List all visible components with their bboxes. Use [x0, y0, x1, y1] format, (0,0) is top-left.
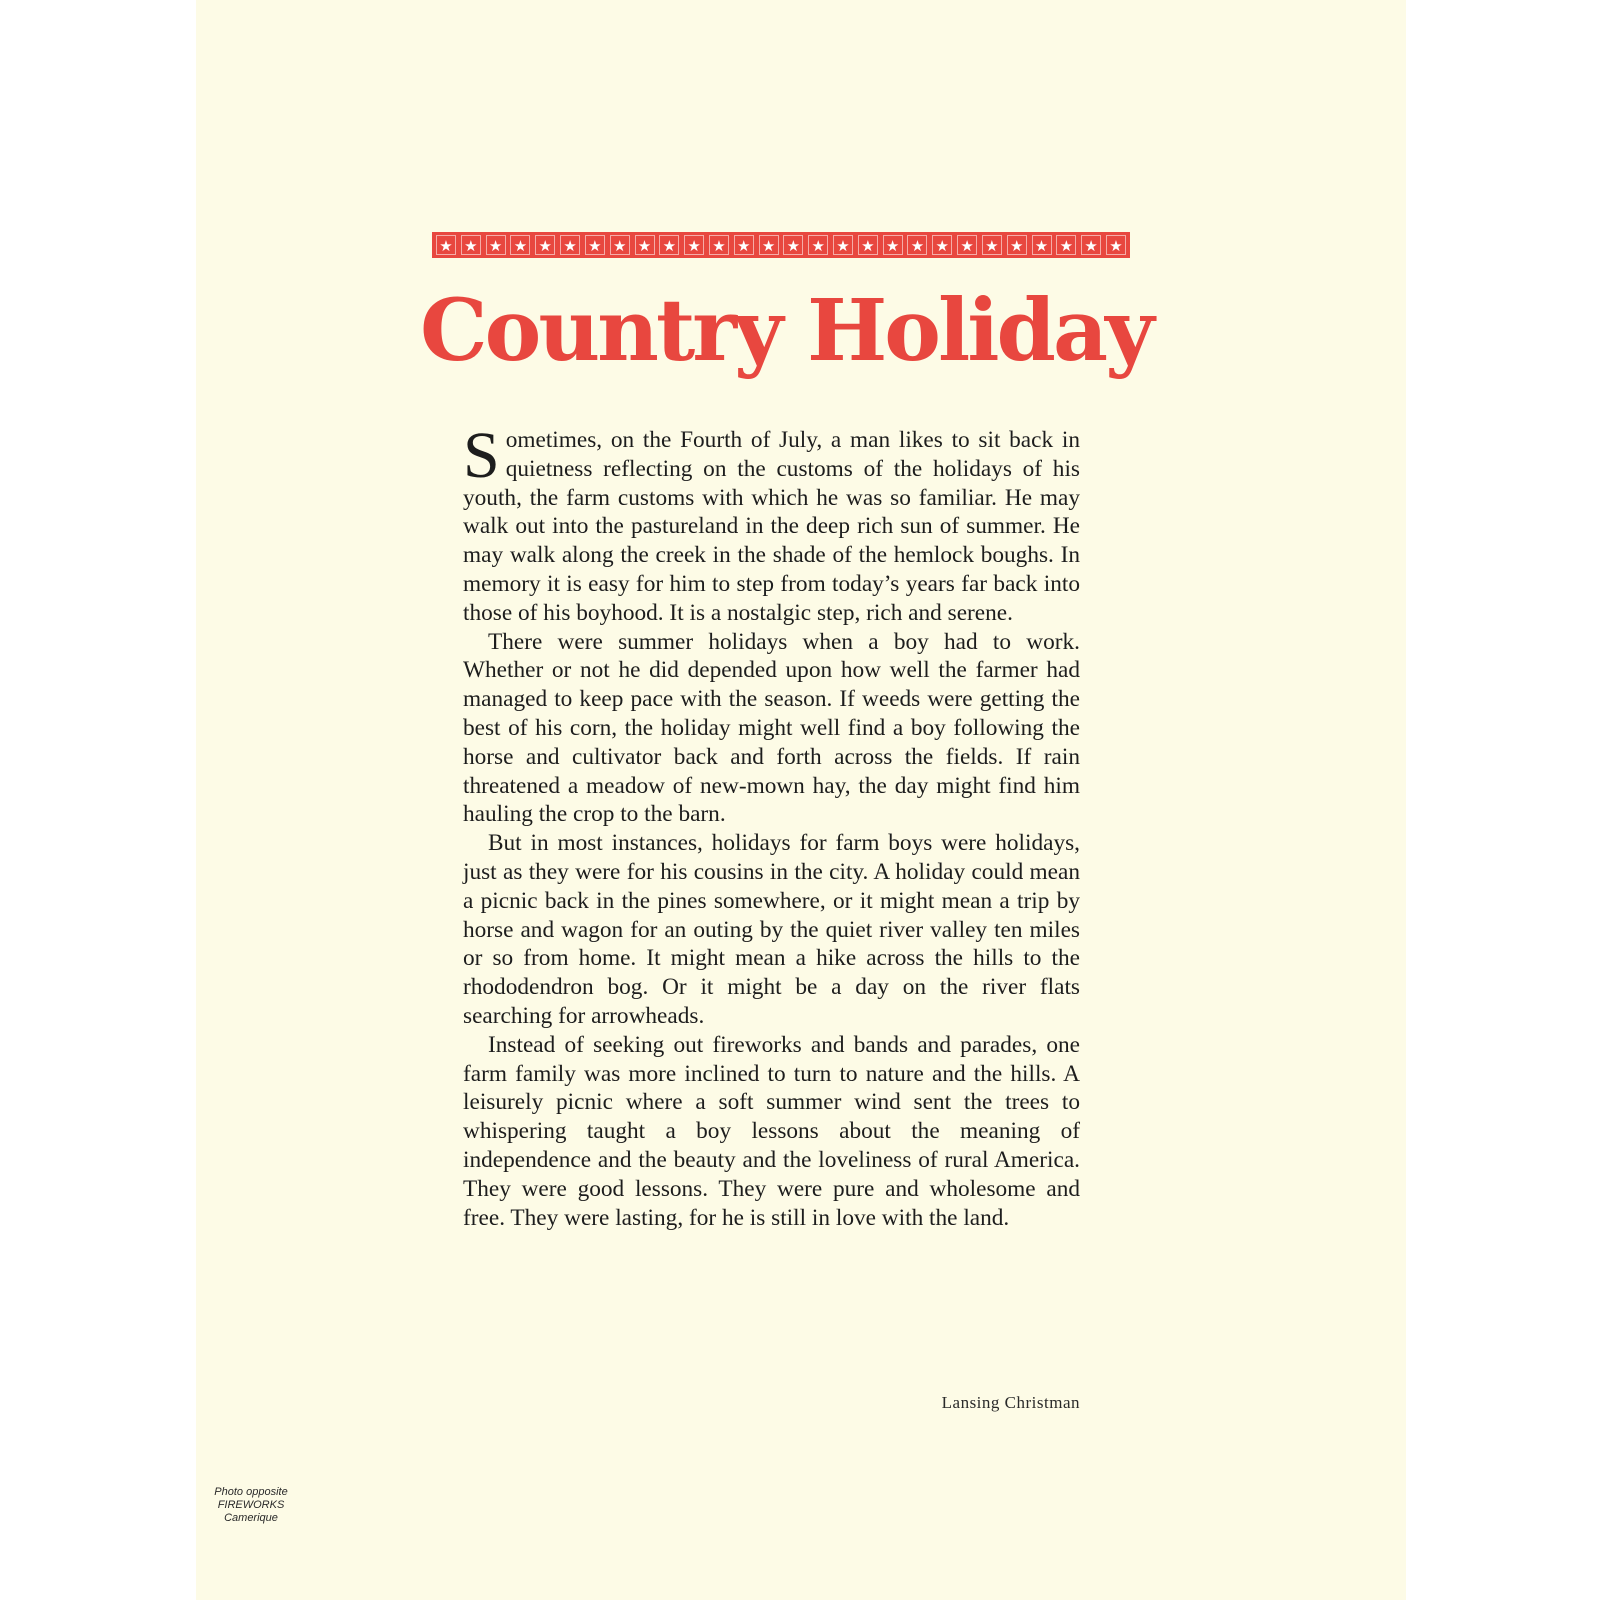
paragraph-1-text: ometimes, on the Fourth of July, a man likes to sit back in quietness reflecting on the customs of the holidays of his youth, the farm customs with which he was so familiar. He may walk out into the pastureland in the deep rich sun of summer. He may walk along the creek in the shade of the hemlock boughs. In memory it is easy for him to step from today’s years far back into those of his boyhood. It is a nostalgic step, rich and serene. — [463, 427, 1080, 626]
star-icon: ★ — [560, 235, 580, 255]
paragraph-3: But in most instances, holidays for farm boys were holidays, just as they were for his cousins in the city. A holiday could mean a picnic back in the pines somewhere, or it might mean a trip by horse and wagon for an outing by the quiet river valley ten miles or so from home. It might mean a hike across the hills to the rhododendron bog. Or it might be a day on the river flats searching for arrowheads. — [463, 830, 1080, 1029]
star-icon: ★ — [932, 235, 952, 255]
star-icon: ★ — [709, 235, 729, 255]
star-icon: ★ — [783, 235, 803, 255]
star-icon: ★ — [1007, 235, 1027, 255]
article-body — [463, 419, 1080, 1232]
star-icon: ★ — [833, 235, 853, 255]
star-icon: ★ — [883, 235, 903, 255]
star-icon: ★ — [907, 235, 927, 255]
paragraph-2: There were summer holidays when a boy had to work. Whether or not he did depended upon how well the farmer had managed to keep pace with the season. If weeds were getting the best of his corn, the holiday might well find a boy following the horse and cultivator back and forth across the fields. If rain threatened a meadow of new-mown hay, the day might find him hauling the crop to the barn. — [463, 628, 1080, 828]
star-icon: ★ — [510, 235, 530, 255]
photo-credit-line-2: FIREWORKS — [217, 1499, 285, 1511]
star-icon: ★ — [1081, 235, 1101, 255]
star-icon: ★ — [734, 235, 754, 255]
article-title: Country Holiday — [420, 281, 1152, 381]
drop-cap: S — [463, 419, 500, 492]
star-icon: ★ — [858, 235, 878, 255]
star-icon: ★ — [635, 235, 655, 255]
star-icon: ★ — [659, 235, 679, 255]
author-byline: Lansing Christman — [941, 1393, 1080, 1412]
star-icon: ★ — [535, 235, 555, 255]
star-icon: ★ — [461, 235, 481, 255]
star-icon: ★ — [1032, 235, 1052, 255]
star-icon: ★ — [957, 235, 977, 255]
star-border-band — [432, 232, 1130, 258]
star-icon: ★ — [585, 235, 605, 255]
paragraph-1 — [463, 419, 1080, 628]
photo-credit-line-1: Photo opposite — [214, 1486, 288, 1498]
star-icon: ★ — [684, 235, 704, 255]
magazine-page — [196, 0, 1406, 1600]
star-icon: ★ — [982, 235, 1002, 255]
star-icon: ★ — [808, 235, 828, 255]
star-icon: ★ — [1106, 235, 1126, 255]
star-icon: ★ — [610, 235, 630, 255]
star-icon: ★ — [436, 235, 456, 255]
photo-credit-line-3: Camerique — [224, 1512, 278, 1524]
photo-credit — [196, 1486, 306, 1525]
star-icon: ★ — [759, 235, 779, 255]
star-icon: ★ — [1056, 235, 1076, 255]
star-icon: ★ — [486, 235, 506, 255]
paragraph-4: Instead of seeking out fireworks and bands and parades, one farm family was more inclined to turn to nature and the hills. A leisurely picnic where a soft summer wind sent the trees to whispering taught a boy lessons about the meaning of independence and the beauty and the loveliness of rural America. They were good lessons. They were pure and wholesome and free. They were lasting, for he is still in love with the land. — [463, 1031, 1080, 1231]
